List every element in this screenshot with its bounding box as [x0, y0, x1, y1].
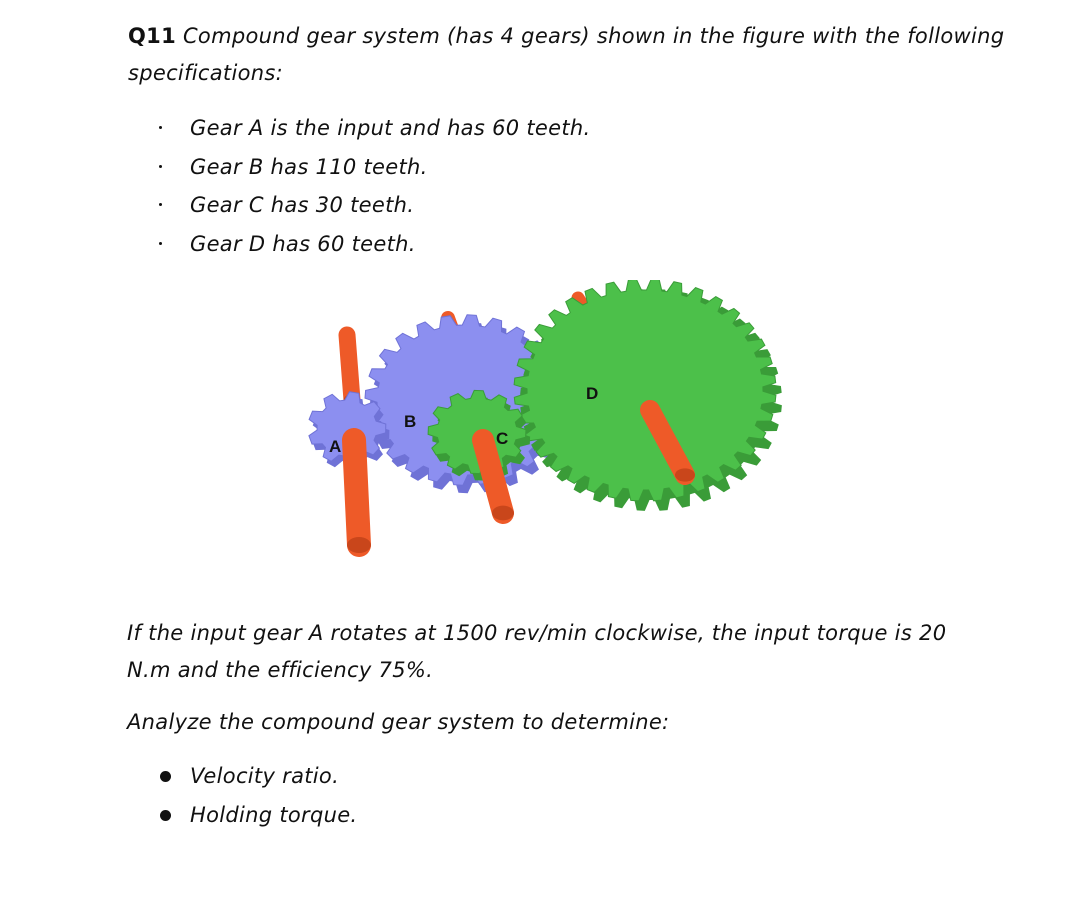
list-item: [150, 796, 357, 835]
question-number: Q11: [128, 24, 176, 48]
list-item: [150, 757, 357, 796]
bullet-icon: [159, 126, 162, 129]
gear-label-a: A: [329, 437, 342, 456]
instruction-text: Analyze the compound gear system to determine:: [127, 710, 670, 734]
bullet-icon: [159, 203, 162, 206]
bullet-icon: [160, 810, 171, 821]
spec-gear-b: Gear B has 110 teeth.: [190, 154, 428, 179]
task-holding-torque: Holding torque.: [190, 803, 358, 827]
spec-gear-a: Gear A is the input and has 60 teeth.: [190, 116, 591, 140]
gear-label-c: C: [496, 429, 509, 448]
list-item: [150, 148, 590, 187]
specification-list: [150, 109, 590, 263]
gear-d: [514, 280, 782, 511]
list-item: [150, 225, 590, 264]
spec-gear-d: Gear D has 60 teeth.: [190, 231, 416, 256]
bullet-icon: [159, 165, 162, 168]
gear-label-d: D: [586, 384, 599, 403]
list-item: [150, 109, 590, 148]
bullet-icon: [159, 242, 162, 245]
question-body: Compound gear system (has 4 gears) shown in the figure with the following specifications:: [128, 24, 1005, 85]
task-velocity-ratio: Velocity ratio.: [190, 764, 340, 788]
bullet-icon: [160, 771, 171, 782]
list-item: [150, 186, 590, 225]
gear-label-b: B: [404, 412, 417, 431]
operating-conditions: If the input gear A rotates at 1500 rev/min clockwise, the input torque is 20 N.m and the efficiency 75%.: [127, 621, 947, 682]
gear-system-figure: [300, 280, 800, 570]
question-text: [128, 18, 1028, 92]
task-list: [150, 757, 357, 835]
spec-gear-c: Gear C has 30 teeth.: [190, 193, 415, 217]
